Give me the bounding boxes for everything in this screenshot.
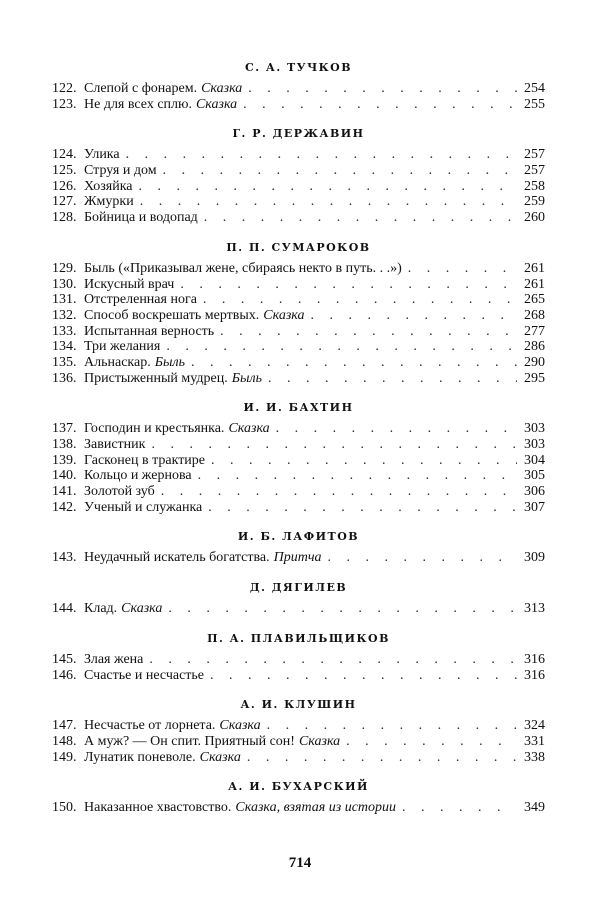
dot-leader bbox=[157, 163, 517, 179]
entry-title: Наказанное хвастовство. bbox=[84, 800, 232, 816]
toc-entry[interactable] bbox=[52, 750, 545, 766]
toc-entry[interactable] bbox=[52, 210, 545, 226]
entry-number: 142. bbox=[52, 499, 77, 515]
entry-page: 295 bbox=[524, 370, 545, 386]
entry-genre: Сказка, взятая из истории bbox=[235, 800, 397, 816]
entry-title: Улика bbox=[84, 147, 120, 163]
toc-entry[interactable] bbox=[52, 652, 545, 668]
toc-entry[interactable] bbox=[52, 371, 545, 387]
entry-title: Завистник bbox=[84, 437, 146, 452]
toc-entry[interactable] bbox=[52, 484, 545, 500]
entry-number: 144. bbox=[52, 601, 77, 617]
entry-title: Ученый и служанка bbox=[84, 499, 203, 515]
toc-entry[interactable] bbox=[52, 277, 545, 293]
entry-title: Гасконец в трактире bbox=[84, 452, 206, 468]
entry-title: Не для всех сплю. bbox=[84, 96, 192, 112]
entry-page: 254 bbox=[524, 81, 545, 96]
dot-leader bbox=[185, 355, 517, 371]
entry-page: 261 bbox=[524, 276, 545, 292]
entry-title: Жмурки bbox=[84, 194, 134, 210]
entry-number: 126. bbox=[52, 178, 77, 194]
entry-page: 286 bbox=[524, 339, 545, 355]
entry-number: 149. bbox=[52, 749, 77, 765]
entry-page: 304 bbox=[524, 452, 545, 468]
dot-leader bbox=[204, 668, 517, 684]
author-heading: П. А. ПЛАВИЛЬЩИКОВ bbox=[207, 631, 390, 645]
entry-page: 324 bbox=[524, 718, 545, 734]
toc-entry[interactable] bbox=[52, 800, 545, 816]
dot-leader bbox=[242, 81, 517, 97]
entry-title: Искусный врач bbox=[84, 276, 175, 292]
entry-page: 303 bbox=[524, 437, 545, 452]
entry-list bbox=[52, 718, 545, 765]
entry-title: Несчастье от лорнета. bbox=[84, 718, 216, 734]
entry-genre: Сказка bbox=[199, 749, 241, 765]
entry-page: 305 bbox=[524, 468, 545, 484]
dot-leader bbox=[262, 371, 517, 387]
dot-leader bbox=[143, 652, 517, 668]
entry-number: 150. bbox=[52, 800, 77, 816]
dot-leader bbox=[134, 194, 517, 210]
entry-genre: Сказка bbox=[121, 601, 163, 617]
entry-number: 146. bbox=[52, 667, 77, 683]
dot-leader bbox=[261, 718, 517, 734]
dot-leader bbox=[214, 324, 517, 340]
entry-page: 331 bbox=[524, 733, 545, 749]
entry-number: 148. bbox=[52, 733, 77, 749]
entry-genre: Сказка bbox=[201, 81, 243, 96]
toc-entry[interactable] bbox=[52, 453, 545, 469]
entry-title: Способ воскрешать мертвых. bbox=[84, 307, 260, 323]
entry-number: 133. bbox=[52, 323, 77, 339]
toc-entry[interactable] bbox=[52, 601, 545, 617]
author-heading: И. Б. ЛАФИТОВ bbox=[237, 530, 360, 544]
dot-leader bbox=[155, 484, 517, 500]
entry-page: 309 bbox=[524, 550, 545, 566]
entry-page: 316 bbox=[524, 651, 545, 667]
entry-number: 139. bbox=[52, 452, 77, 468]
entry-genre: Быль bbox=[231, 370, 262, 386]
entry-number: 138. bbox=[52, 437, 77, 452]
entry-page: 255 bbox=[524, 96, 545, 112]
entry-list bbox=[52, 550, 545, 566]
entry-number: 128. bbox=[52, 210, 77, 226]
entry-title: Слепой с фонарем. bbox=[84, 81, 198, 96]
entry-page: 316 bbox=[524, 667, 545, 683]
entry-number: 125. bbox=[52, 163, 77, 179]
entry-number: 132. bbox=[52, 307, 77, 323]
entry-number: 123. bbox=[52, 96, 77, 112]
entry-page: 257 bbox=[524, 163, 545, 179]
entry-page: 257 bbox=[524, 147, 545, 163]
toc-entry[interactable] bbox=[52, 292, 545, 308]
entry-number: 124. bbox=[52, 147, 77, 163]
entry-title: А муж? — Он спит. Приятный сон! bbox=[84, 733, 295, 749]
entry-page: 268 bbox=[524, 307, 545, 323]
entry-page: 303 bbox=[524, 421, 545, 437]
entry-title: Лунатик поневоле. bbox=[84, 749, 196, 765]
toc-entry[interactable] bbox=[52, 339, 545, 355]
entry-number: 135. bbox=[52, 354, 77, 370]
entry-list bbox=[52, 147, 545, 225]
dot-leader bbox=[237, 97, 517, 113]
dot-leader bbox=[192, 468, 517, 484]
entry-title: Быль («Приказывал жене, сбираясь некто в путь. . .») bbox=[84, 260, 402, 276]
dot-leader bbox=[322, 550, 517, 566]
entry-page: 349 bbox=[524, 800, 545, 816]
author-heading: А. И. БУХАРСКИЙ bbox=[228, 780, 369, 794]
entry-number: 137. bbox=[52, 421, 77, 437]
entry-page: 290 bbox=[524, 354, 545, 370]
dot-leader bbox=[396, 800, 517, 816]
dot-leader bbox=[174, 277, 517, 293]
entry-page: 258 bbox=[524, 178, 545, 194]
entry-title: Альнаскар. bbox=[84, 354, 151, 370]
entry-genre: Притча bbox=[273, 550, 322, 566]
entry-page: 261 bbox=[524, 260, 545, 276]
entry-number: 147. bbox=[52, 718, 77, 734]
entry-genre: Сказка bbox=[228, 421, 270, 437]
entry-title: Три желания bbox=[84, 339, 161, 355]
entry-title: Господин и крестьянка. bbox=[84, 421, 225, 437]
page-number: 714 bbox=[288, 855, 312, 871]
toc-entry[interactable] bbox=[52, 355, 545, 371]
entry-number: 145. bbox=[52, 651, 77, 667]
entry-title: Золотой зуб bbox=[84, 484, 155, 500]
entry-number: 127. bbox=[52, 194, 77, 210]
entry-page: 260 bbox=[524, 210, 545, 226]
dot-leader bbox=[241, 750, 517, 766]
entry-number: 130. bbox=[52, 276, 77, 292]
entry-genre: Сказка bbox=[195, 96, 238, 112]
entry-title: Пристыженный мудрец. bbox=[84, 370, 228, 386]
entry-genre: Быль bbox=[154, 354, 185, 370]
entry-list bbox=[52, 421, 545, 515]
dot-leader bbox=[202, 500, 517, 516]
author-heading: Д. ДЯГИЛЕВ bbox=[249, 581, 348, 595]
entry-number: 136. bbox=[52, 370, 77, 386]
toc-entry[interactable] bbox=[52, 147, 545, 163]
toc-entry[interactable] bbox=[52, 500, 545, 516]
entry-genre: Сказка bbox=[263, 307, 305, 323]
toc-entry[interactable] bbox=[52, 179, 545, 195]
toc-entry[interactable] bbox=[52, 468, 545, 484]
entry-page: 338 bbox=[524, 749, 545, 765]
entry-list bbox=[52, 601, 545, 617]
dot-leader bbox=[205, 453, 517, 469]
dot-leader bbox=[197, 292, 517, 308]
toc-entry[interactable] bbox=[52, 437, 545, 453]
entry-title: Хозяйка bbox=[84, 178, 133, 194]
toc-entry[interactable] bbox=[52, 261, 545, 277]
entry-number: 143. bbox=[52, 550, 77, 566]
author-heading: П. П. СУМАРОКОВ bbox=[226, 240, 371, 254]
author-heading: И. И. БАХТИН bbox=[243, 401, 354, 415]
entry-genre: Сказка bbox=[219, 718, 261, 734]
entry-list bbox=[52, 800, 545, 816]
entry-number: 141. bbox=[52, 484, 77, 500]
toc-entry[interactable] bbox=[52, 308, 545, 324]
entry-title: Испытанная верность bbox=[84, 323, 215, 339]
entry-title: Злая жена bbox=[84, 651, 144, 667]
author-heading: А. И. КЛУШИН bbox=[240, 698, 357, 712]
toc-entry[interactable] bbox=[52, 718, 545, 734]
entry-number: 129. bbox=[52, 260, 77, 276]
entry-title: Кольцо и жернова bbox=[84, 468, 192, 484]
toc-entry[interactable] bbox=[52, 734, 545, 750]
entry-title: Струя и дом bbox=[84, 163, 157, 179]
entry-page: 265 bbox=[524, 292, 545, 308]
dot-leader bbox=[160, 339, 517, 355]
entry-title: Неудачный искатель богатства. bbox=[84, 550, 270, 566]
toc-entry[interactable] bbox=[52, 194, 545, 210]
dot-leader bbox=[270, 421, 517, 437]
toc-entry[interactable] bbox=[52, 163, 545, 179]
table-of-contents bbox=[52, 55, 545, 825]
entry-page: 306 bbox=[524, 484, 545, 500]
author-heading: Г. Р. ДЕРЖАВИН bbox=[232, 127, 365, 141]
entry-page: 277 bbox=[524, 323, 545, 339]
dot-leader bbox=[340, 734, 517, 750]
entry-page: 307 bbox=[524, 499, 545, 515]
dot-leader bbox=[198, 210, 517, 226]
entry-title: Бойница и водопад bbox=[84, 210, 198, 226]
toc-entry[interactable] bbox=[52, 421, 545, 437]
entry-list bbox=[52, 81, 545, 112]
entry-list bbox=[52, 652, 545, 683]
author-heading: С. А. ТУЧКОВ bbox=[244, 61, 353, 74]
entry-number: 140. bbox=[52, 468, 77, 484]
toc-entry[interactable] bbox=[52, 668, 545, 684]
entry-list bbox=[52, 261, 545, 387]
toc-entry[interactable] bbox=[52, 97, 545, 113]
entry-title: Отстреленная нога bbox=[84, 292, 197, 308]
dot-leader bbox=[304, 308, 517, 324]
entry-genre: Сказка bbox=[298, 733, 341, 749]
entry-number: 122. bbox=[52, 81, 77, 96]
toc-entry[interactable] bbox=[52, 324, 545, 340]
dot-leader bbox=[120, 147, 517, 163]
entry-page: 313 bbox=[524, 601, 545, 617]
entry-title: Счастье и несчастье bbox=[84, 667, 205, 683]
dot-leader bbox=[145, 437, 517, 453]
dot-leader bbox=[133, 179, 518, 195]
dot-leader bbox=[162, 601, 517, 617]
entry-number: 134. bbox=[52, 339, 77, 355]
entry-number: 131. bbox=[52, 292, 77, 308]
dot-leader bbox=[402, 261, 517, 277]
entry-page: 259 bbox=[524, 194, 545, 210]
entry-title: Клад. bbox=[84, 601, 118, 617]
toc-entry[interactable] bbox=[52, 550, 545, 566]
toc-entry[interactable] bbox=[52, 81, 545, 97]
